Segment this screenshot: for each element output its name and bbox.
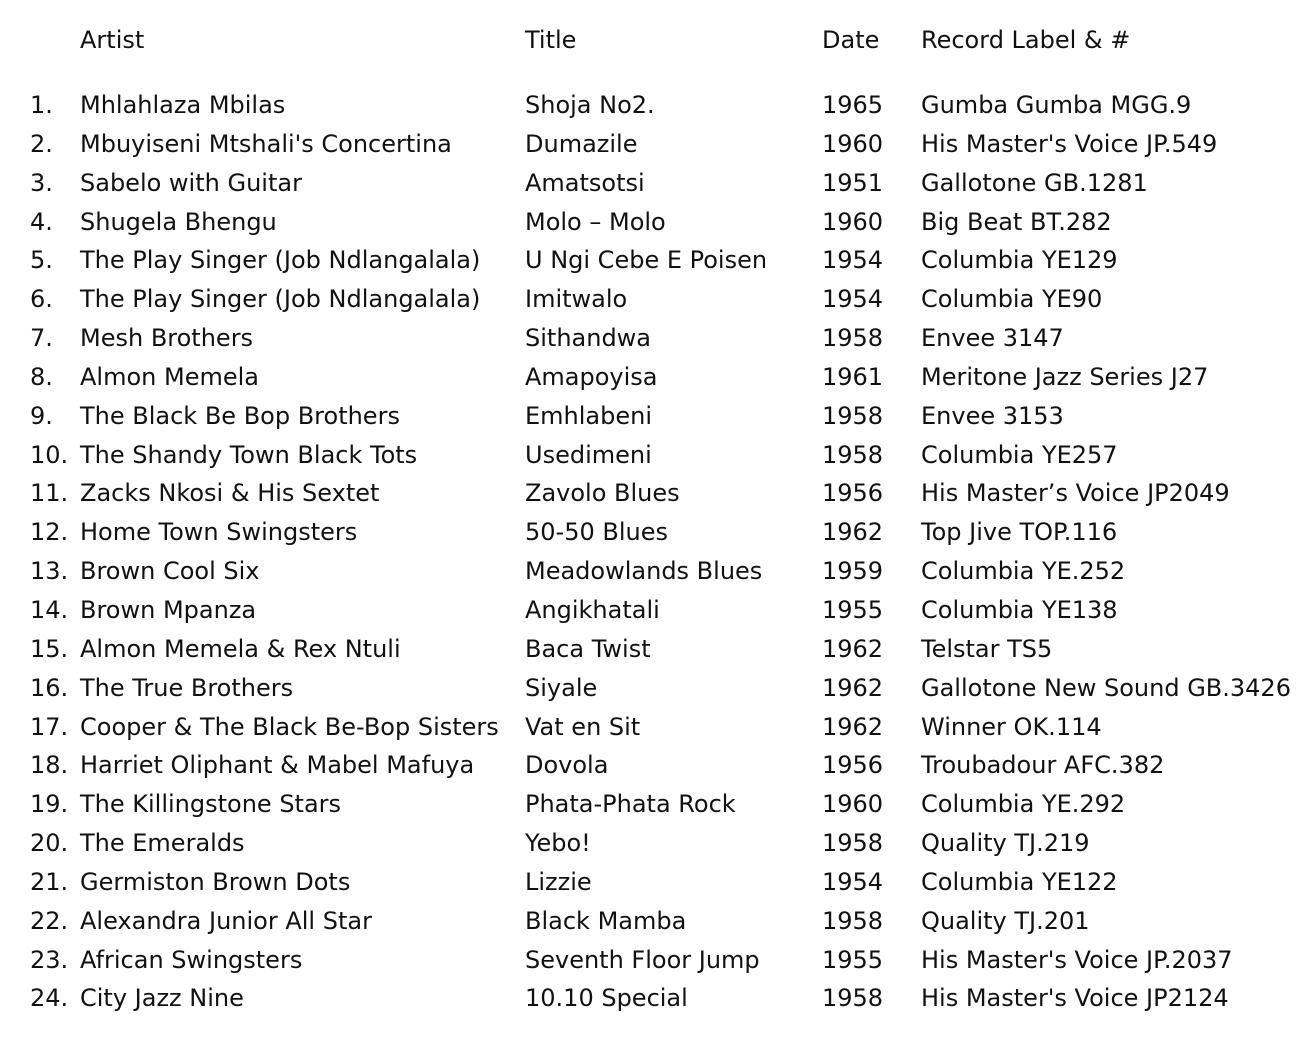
track-title: Sithandwa — [525, 324, 652, 353]
table-row — [0, 749, 1300, 788]
track-date: 1958 — [822, 440, 884, 469]
track-artist: Alexandra Junior All Star — [80, 906, 372, 935]
track-record-label: Columbia YE122 — [921, 867, 1118, 896]
track-title: Amatsotsi — [525, 168, 645, 197]
track-number: 6. — [30, 285, 53, 314]
table-row — [0, 322, 1300, 361]
table-row — [0, 89, 1300, 128]
track-number: 1. — [30, 91, 53, 119]
track-date: 1965 — [822, 91, 884, 119]
track-title: Shoja No2. — [525, 91, 655, 119]
track-record-label: Meritone Jazz Series J27 — [921, 362, 1209, 391]
table-row — [0, 477, 1300, 516]
track-record-label: Winner OK.114 — [921, 712, 1102, 741]
track-artist: African Swingsters — [80, 945, 303, 974]
track-record-label: Troubadour AFC.382 — [921, 751, 1165, 780]
track-title: Zavolo Blues — [525, 479, 680, 508]
track-number: 10. — [30, 440, 69, 469]
track-date: 1958 — [822, 984, 884, 1013]
track-number: 14. — [30, 595, 69, 624]
track-number: 13. — [30, 557, 69, 586]
track-date: 1959 — [822, 557, 884, 586]
track-artist: Home Town Swingsters — [80, 518, 358, 547]
track-artist: The Play Singer (Job Ndlangalala) — [80, 246, 481, 275]
track-number: 4. — [30, 207, 53, 236]
track-record-label: Envee 3153 — [921, 401, 1064, 430]
track-artist: Zacks Nkosi & His Sextet — [80, 479, 380, 508]
track-date: 1960 — [822, 129, 884, 158]
track-number: 17. — [30, 712, 69, 741]
table-row — [0, 633, 1300, 672]
track-number: 7. — [30, 324, 53, 353]
table-row — [0, 128, 1300, 167]
table-header — [0, 24, 1300, 56]
table-row — [0, 594, 1300, 633]
track-record-label: His Master's Voice JP.549 — [921, 129, 1218, 158]
track-date: 1955 — [822, 945, 884, 974]
track-artist: Shugela Bhengu — [80, 207, 277, 236]
track-artist: Harriet Oliphant & Mabel Mafuya — [80, 751, 475, 780]
track-title: Angikhatali — [525, 595, 660, 624]
track-record-label: Envee 3147 — [921, 324, 1064, 353]
track-record-label: Quality TJ.201 — [921, 906, 1090, 935]
track-record-label: His Master's Voice JP.2037 — [921, 945, 1233, 974]
track-artist: Brown Mpanza — [80, 595, 257, 624]
track-number: 24. — [30, 984, 69, 1013]
track-artist: Almon Memela & Rex Ntuli — [80, 634, 401, 663]
track-date: 1961 — [822, 362, 884, 391]
track-date: 1956 — [822, 479, 884, 508]
track-artist: The Black Be Bop Brothers — [80, 401, 400, 430]
track-date: 1960 — [822, 207, 884, 236]
track-number: 16. — [30, 673, 69, 702]
table-row — [0, 672, 1300, 711]
track-record-label: Top Jive TOP.116 — [921, 518, 1118, 547]
track-title: Molo – Molo — [525, 207, 666, 236]
track-number: 11. — [30, 479, 69, 508]
track-title: Imitwalo — [525, 285, 628, 314]
track-record-label: Gallotone New Sound GB.3426 — [921, 673, 1291, 702]
track-title: Siyale — [525, 673, 598, 702]
track-record-label: Gumba Gumba MGG.9 — [921, 91, 1192, 119]
track-date: 1951 — [822, 168, 884, 197]
table-row — [0, 206, 1300, 245]
track-number: 21. — [30, 867, 69, 896]
table-row — [0, 866, 1300, 905]
track-date: 1956 — [822, 751, 884, 780]
track-title: Meadowlands Blues — [525, 557, 763, 586]
track-number: 18. — [30, 751, 69, 780]
track-title: Vat en Sit — [525, 712, 641, 741]
track-title: U Ngi Cebe E Poisen — [525, 246, 768, 275]
track-title: 10.10 Special — [525, 984, 688, 1013]
track-artist: The Emeralds — [80, 829, 245, 858]
track-date: 1960 — [822, 790, 884, 819]
track-date: 1958 — [822, 324, 884, 353]
table-row — [0, 283, 1300, 322]
table-row — [0, 905, 1300, 944]
track-date: 1962 — [822, 712, 884, 741]
track-artist: Sabelo with Guitar — [80, 168, 302, 197]
track-record-label: Columbia YE.252 — [921, 557, 1126, 586]
header-title: Title — [525, 26, 577, 54]
track-number: 5. — [30, 246, 53, 275]
track-number: 3. — [30, 168, 53, 197]
track-artist: The True Brothers — [80, 673, 294, 702]
header-date: Date — [822, 26, 880, 54]
track-title: Seventh Floor Jump — [525, 945, 760, 974]
track-number: 12. — [30, 518, 69, 547]
table-row — [0, 827, 1300, 866]
track-date: 1962 — [822, 673, 884, 702]
track-record-label: Gallotone GB.1281 — [921, 168, 1148, 197]
table-row — [0, 244, 1300, 283]
track-title: Baca Twist — [525, 634, 651, 663]
track-artist: The Play Singer (Job Ndlangalala) — [80, 285, 481, 314]
track-date: 1955 — [822, 595, 884, 624]
track-record-label: Columbia YE129 — [921, 246, 1118, 275]
track-artist: Brown Cool Six — [80, 557, 260, 586]
tracklist-table — [0, 89, 1300, 1021]
track-title: Phata-Phata Rock — [525, 790, 736, 819]
table-row — [0, 400, 1300, 439]
track-record-label: Telstar TS5 — [921, 634, 1053, 663]
track-artist: Mbuyiseni Mtshali's Concertina — [80, 129, 452, 158]
track-number: 23. — [30, 945, 69, 974]
track-number: 22. — [30, 906, 69, 935]
track-number: 2. — [30, 129, 53, 158]
track-artist: Cooper & The Black Be-Bop Sisters — [80, 712, 499, 741]
table-row — [0, 167, 1300, 206]
track-number: 19. — [30, 790, 69, 819]
track-artist: The Killingstone Stars — [80, 790, 342, 819]
track-title: Dovola — [525, 751, 609, 780]
track-title: Lizzie — [525, 867, 592, 896]
track-title: Dumazile — [525, 129, 638, 158]
track-title: Usedimeni — [525, 440, 652, 469]
track-date: 1954 — [822, 246, 884, 275]
track-record-label: Columbia YE.292 — [921, 790, 1126, 819]
table-row — [0, 361, 1300, 400]
track-record-label: Columbia YE90 — [921, 285, 1103, 314]
track-date: 1958 — [822, 401, 884, 430]
track-artist: City Jazz Nine — [80, 984, 244, 1013]
track-number: 8. — [30, 362, 53, 391]
track-record-label: His Master’s Voice JP2049 — [921, 479, 1230, 508]
track-title: 50-50 Blues — [525, 518, 668, 547]
track-number: 15. — [30, 634, 69, 663]
track-title: Amapoyisa — [525, 362, 658, 391]
table-row — [0, 555, 1300, 594]
track-date: 1962 — [822, 634, 884, 663]
track-date: 1962 — [822, 518, 884, 547]
header-artist: Artist — [80, 26, 145, 54]
table-row — [0, 788, 1300, 827]
track-title: Emhlabeni — [525, 401, 653, 430]
table-row — [0, 439, 1300, 478]
track-date: 1958 — [822, 906, 884, 935]
track-date: 1958 — [822, 829, 884, 858]
track-record-label: His Master's Voice JP2124 — [921, 984, 1229, 1013]
track-date: 1954 — [822, 285, 884, 314]
track-artist: Mesh Brothers — [80, 324, 254, 353]
track-artist: Almon Memela — [80, 362, 259, 391]
header-record-label: Record Label & # — [921, 26, 1131, 54]
table-row — [0, 982, 1300, 1021]
table-row — [0, 711, 1300, 750]
track-record-label: Big Beat BT.282 — [921, 207, 1112, 236]
track-number: 9. — [30, 401, 53, 430]
track-artist: The Shandy Town Black Tots — [80, 440, 418, 469]
table-row — [0, 944, 1300, 983]
track-record-label: Quality TJ.219 — [921, 829, 1090, 858]
track-title: Black Mamba — [525, 906, 687, 935]
track-record-label: Columbia YE257 — [921, 440, 1118, 469]
track-record-label: Columbia YE138 — [921, 595, 1118, 624]
track-date: 1954 — [822, 867, 884, 896]
track-title: Yebo! — [525, 829, 591, 858]
table-row — [0, 516, 1300, 555]
track-number: 20. — [30, 829, 69, 858]
track-artist: Germiston Brown Dots — [80, 867, 351, 896]
track-artist: Mhlahlaza Mbilas — [80, 91, 286, 119]
